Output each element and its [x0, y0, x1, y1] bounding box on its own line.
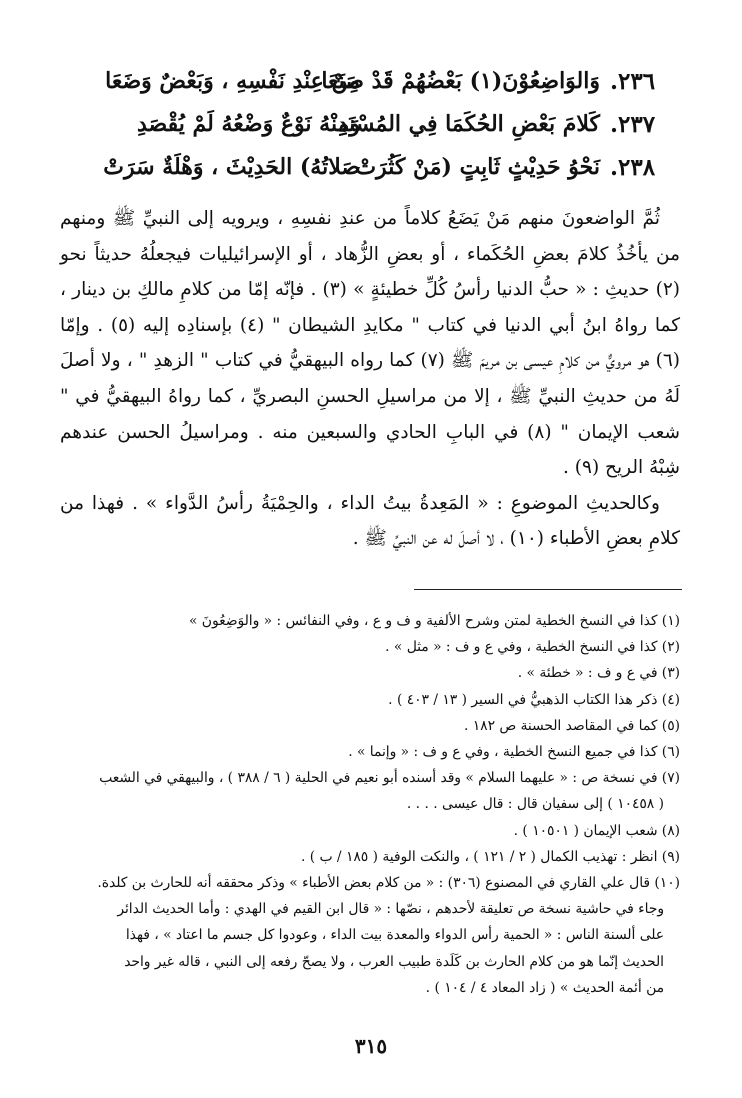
footnote: (٢) كذا في النسخ الخطية ، وفي ع و ف : « مثل » .	[385, 639, 680, 656]
commentary-paragraph: وكالحديثِ الموضوعِ : « المَعِدةُ بيتُ الداء ، والحِمْيَةُ رأسُ الدَّواء » . فهذا من كلامِ بعضِ الأطباء (١٠) ، لا أصلَ له عن النبيِّ ﷺ .	[60, 492, 680, 550]
footnote-continuation: وجاء في حاشية نسخة ص تعليقة لأحدهم ، نصّها : « قال ابن القيم في الهدي : وأما الحديث الدائر	[117, 901, 664, 918]
verse-first-half: نَحْوُ حَدِيْثٍ ثَابِتٍ (مَنْ كَثُرَتْ	[355, 154, 600, 180]
footnotes	[60, 608, 680, 1001]
footnote: (٤) ذكر هذا الكتاب الذهبيُّ في السير ( ١٣ / ٤٠٣ ) .	[388, 691, 680, 708]
commentary-paragraph: ثُمَّ الواضعونَ منهم مَنْ يَضَعُ كلاماً من عندِ نفسِهِ ، ويرويه إلى النبيِّ ﷺ ومنهم من يأخُذُ كلامَ بعضِ الحُكَماء ، أو بعضِ الزُّهاد ، أو الإسرائيليات فيجعلُهُ حديثاً نحو (٢) حديثِ : « حبُّ الدنيا رأسُ كُلِّ خطيئةٍ » (٣) . فإنّه إمّا من كلامِ مالكِ بن دينار ، كما رواهُ ابنُ أبي الدنيا في كتاب " مكايدِ الشيطان " (٤) بإسنادِه إليه (٥) . وإمّا (٦) هو مرويٌّ من كلامِ عيسى بن مريمَ ﷺ (٧) كما رواه البيهقيُّ في كتاب " الزهدِ " ، ولا أصلَ لَهُ من حديثِ النبيِّ ﷺ ، إلا من مراسيلِ الحسنِ البصريِّ ، كما رواهُ البيهقيُّ في " شعب الإيمان " (٨) في البابِ الحادي والسبعين منه . ومراسيلُ الحسن عندهم شِبْهُ الريح (٩) .	[60, 208, 681, 479]
footnote-divider	[414, 589, 682, 590]
verse-block	[60, 66, 660, 195]
footnote: (٦) كذا في جميع النسخ الخطية ، وفي ع و ف : « وإنما » .	[348, 744, 680, 761]
verse-number: ٢٣٨.	[610, 154, 656, 181]
verse-second-half: مِنْ عِنْدِ نَفْسِهِ ، وَبَعْضٌ وَضَعَا	[105, 68, 360, 94]
verse-first-half: كَلامَ بَعْضِ الحُكَمَا فِي المُسْنَدِ	[337, 111, 600, 137]
verse-number: ٢٣٧.	[610, 111, 656, 138]
footnote-continuation: على ألسنة الناس : « الحمية رأس الدواء والمعدة بيت الداء ، وعودوا كل جسم ما اعتاد » ، فهذا	[125, 927, 664, 944]
footnote: (٣) في ع و ف : « خطئة » .	[517, 665, 680, 682]
verse-first-half: وَالوَاضِعُوْنَ(١) بَعْضُهُمْ قَدْ صَنَعَا	[321, 68, 600, 94]
commentary-text	[60, 201, 680, 557]
footnote: (٨) شعب الإيمان ( ١٠٥٠١ ) .	[513, 822, 680, 839]
footnote-continuation: الحديث إنّما هو من كلام الحارث بن كَلَدة طبيب العرب ، ولا يصحّ رفعه إلى النبي ، قاله غير واحد	[124, 953, 664, 970]
footnote: (٩) انظر : تهذيب الكمال ( ٢ / ١٢١ ) ، والنكت الوفية ( ١٨٥ / ب ) .	[301, 848, 680, 865]
footnote-continuation: ( ١٠٤٥٨ ) إلى سفيان قال : قال عيسى . . . .	[406, 796, 664, 813]
verse-second-half: وَمِنْهُ نَوْعٌ وَضْعُهُ لَمْ يُقْصَدِ	[136, 111, 360, 137]
verse-number: ٢٣٦.	[610, 68, 656, 95]
verse-line	[60, 66, 660, 109]
page-number: ٣١٥	[354, 1034, 388, 1058]
verse-second-half: صَلاتُهُ) الحَدِيْثَ ، وَهْلَةٌ سَرَتْ	[103, 154, 360, 180]
footnote: (٥) كما في المقاصد الحسنة ص ١٨٢ .	[463, 717, 680, 734]
footnote: (٧) في نسخة ص : « عليهما السلام » وقد أسنده أبو نعيم في الحلية ( ٦ / ٣٨٨ ) ، والبيهقي في الشعب	[99, 770, 680, 787]
verse-line	[60, 152, 660, 195]
footnote: (١) كذا في النسخ الخطية لمتن وشرح الألفية و ف و ع ، وفي النفائس : « والوَضِعُونَ »	[188, 613, 680, 629]
verse-line	[60, 109, 660, 152]
footnote-continuation: من أئمة الحديث » ( زاد المعاد ٤ / ١٠٤ ) .	[425, 979, 664, 996]
footnote: (١٠) قال علي القاري في المصنوع (٣٠٦) : « من كلام بعض الأطباء » وذكر محققه أنه للحارث بن كلدة.	[97, 875, 680, 892]
